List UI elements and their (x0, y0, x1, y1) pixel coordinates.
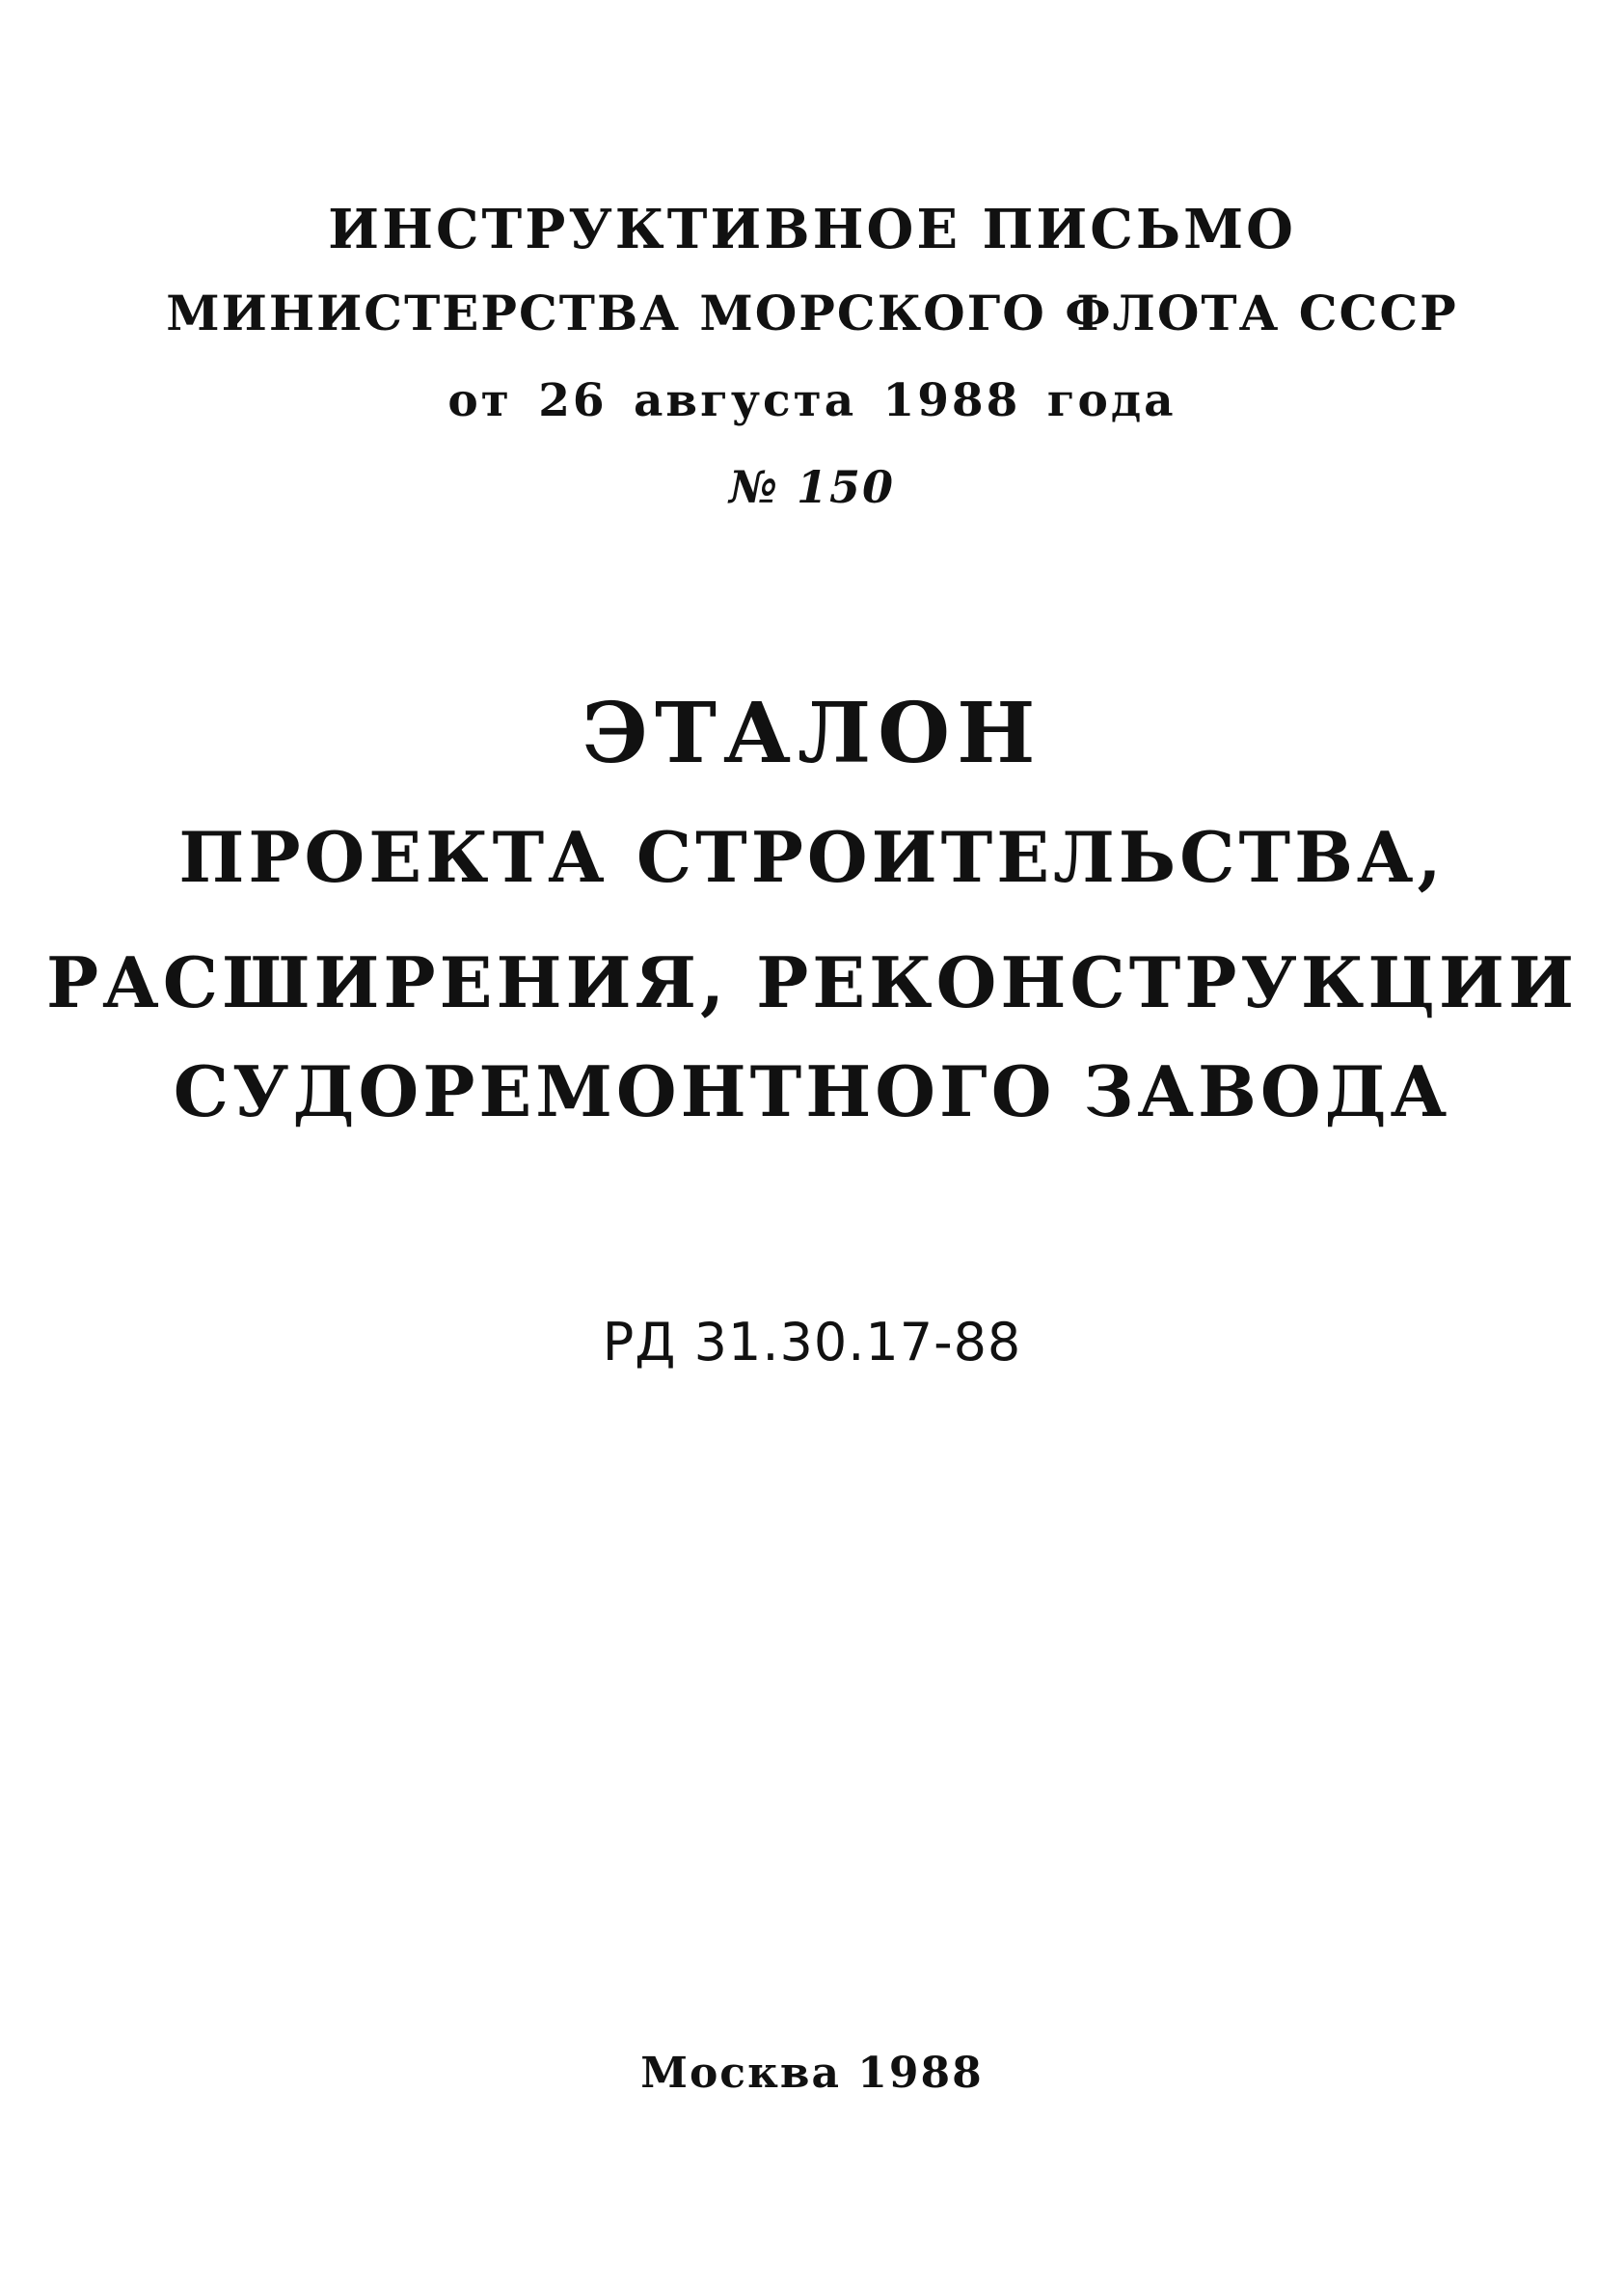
ministry-heading: МИНИСТЕРСТВА МОРСКОГО ФЛОТА СССР (166, 285, 1458, 341)
publication-imprint: Москва 1988 (640, 2049, 984, 2098)
document-title-line: СУДОРЕМОНТНОГО ЗАВОДА (173, 1050, 1451, 1132)
letter-date: от 26 августа 1988 года (447, 374, 1177, 427)
letter-number: № 150 (728, 461, 896, 513)
letter-type-heading: ИНСТРУКТИВНОЕ ПИСЬМО (328, 198, 1296, 261)
document-title-line: РАСШИРЕНИЯ, РЕКОНСТРУКЦИИ (46, 941, 1578, 1023)
document-code: РД 31.30.17-88 (602, 1312, 1022, 1373)
document-title-line: ПРОЕКТА СТРОИТЕЛЬСТВА, (178, 816, 1446, 898)
document-title-main: ЭТАЛОН (582, 685, 1042, 782)
